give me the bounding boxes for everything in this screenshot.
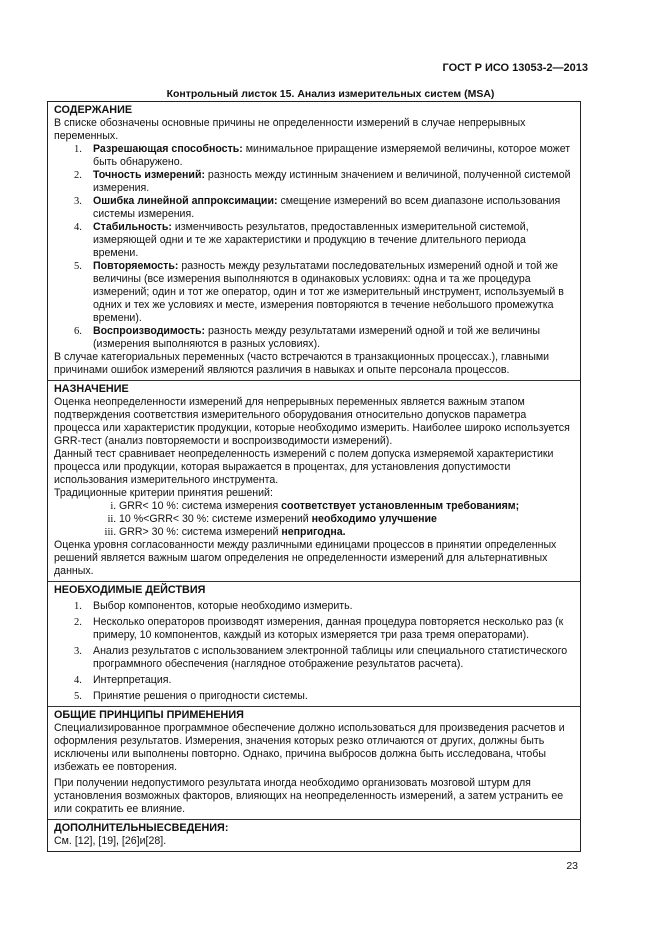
item-number: 6. [74,326,82,337]
paragraph: Данный тест сравнивает неопределенность измерений с полем допуска измеряемой характеристики процесса или продукции, которая выражается в процентах, для установления допустимости использования измерительного инструмента. [54,448,554,486]
item-text: Принятие решения о пригодности системы. [93,690,308,702]
list-item [54,325,574,351]
list-item [54,195,574,221]
item-number: 3. [74,646,82,657]
item-text: смещение измерений во всем диапазоне использования системы измерения. [93,195,561,220]
item-number: 5. [74,691,82,702]
item-text: Интерпретация. [93,674,172,686]
list-item [54,143,574,169]
criteria-number: ii. [107,514,116,525]
item-number: 3. [74,196,82,207]
item-number: 4. [74,222,82,233]
paragraph: При получении недопустимого результата иногда необходимо организовать мозговой штурм для установления возможных факторов, влияющих на неопределенность измерений, а затем устранить ее или сократить ее влияние. [54,777,564,815]
criteria-item [54,500,574,513]
criteria-text: GRR< 10 %: система измерения [119,500,282,512]
section-additional [48,820,580,851]
checklist-title: Контрольный листок 15. Анализ измерительных систем (MSA) [166,88,495,100]
criteria-item [54,513,574,526]
paragraph: Оценка неопределенности измерений для непрерывных переменных является важным этапом подтверждения соответствия измерительного оборудования относительно допусков параметра процесса или характеристик продукции, которые необходимо измерить. Наиболее широко используется GRR-тест (анализ повторяемости и воспроизводимости измерений). [54,396,570,447]
list-item [54,616,574,642]
list-item [54,600,574,613]
paragraph: Традиционные критерии принятия решений: [54,487,273,499]
paragraph: Специализированное программное обеспечение должно использоваться для произведения расчетов и оформления результатов. Измерения, значения которых резко отличаются от других, должны быть исключены или выполнены повторно. Однако, причина выбросов должна быть исследована, чтобы избежать ее повторения. [54,722,565,773]
content-list [54,143,574,351]
list-item [54,221,574,260]
checklist-table [47,101,581,852]
list-item [54,169,574,195]
item-text: разность между истинным значением и величиной, полученной системой измерения. [93,169,571,194]
item-number: 5. [74,261,82,272]
item-term: Точность измерений: [93,169,205,181]
item-term: Разрешающая способность: [93,143,243,155]
criteria-verdict: соответствует установленным требованиям; [281,500,520,512]
list-item [54,674,574,687]
item-text: разность между результатами измерений одной и той же величины (измерения выполняются в разных условиях). [93,325,540,350]
item-text: изменчивость результатов, предоставленных измерительной системой, измеряющей одни и те же характеристики и продукцию в течение длительного периода времени. [93,221,529,259]
section-purpose [48,381,580,582]
section-title: ДОПОЛНИТЕЛЬНЫЕСВЕДЕНИЯ: [54,822,229,834]
criteria-item [54,526,574,539]
intro-paragraph: В списке обозначены основные причины не определенности измерений в случае непрерывных переменных. [54,117,526,142]
outro-paragraph: В случае категориальных переменных (часто встречаются в транзакционных процессах.), главными причинами ошибок измерений являются различия в навыках и опыте персонала процессов. [54,351,550,376]
criteria-verdict: необходимо улучшение [311,513,437,525]
item-number: 1. [74,144,82,155]
item-term: Повторяемость: [93,260,179,272]
item-text: Выбор компонентов, которые необходимо измерить. [93,600,353,612]
section-actions [48,582,580,707]
paragraph: Оценка уровня согласованности между различными единицами процессов в принятии определенных решений является важным шагом определения не определенности измерений для альтернативных данных. [54,539,557,577]
criteria-number: i. [110,501,116,512]
criteria-number: iii. [104,527,116,538]
list-item [54,690,574,703]
page-number: 23 [566,860,578,872]
item-number: 4. [74,675,82,686]
references: См. [12], [19], [26]и[28]. [54,835,167,847]
item-term: Ошибка линейной аппроксимации: [93,195,278,207]
list-item [54,645,574,671]
section-title: ОБЩИЕ ПРИНЦИПЫ ПРИМЕНЕНИЯ [54,709,244,721]
list-item [54,260,574,325]
item-text: Анализ результатов с использованием электронной таблицы или специального статистического программного обеспечения (наглядное отображение результатов расчета). [93,645,568,670]
section-content [48,102,580,381]
section-principles [48,707,580,820]
item-number: 2. [74,617,82,628]
item-term: Воспроизводимость: [93,325,206,337]
item-number: 2. [74,170,82,181]
document-code: ГОСТ Р ИСО 13053-2—2013 [442,62,588,74]
criteria-text: GRR> 30 %: система измерений [119,526,282,538]
section-title: НЕОБХОДИМЫЕ ДЕЙСТВИЯ [54,584,206,596]
item-term: Стабильность: [93,221,172,233]
item-text: минимальное приращение измеряемой величины, которое может быть обнаружено. [93,143,571,168]
section-title: НАЗНАЧЕНИЕ [54,383,129,395]
criteria-verdict: непригодна. [281,526,346,538]
item-text: разность между результатами последовательных измерений одной и той же величины (все измерения выполняются в одинаковых условиях: одна и та же процедура измерений; один и тот же оператор, один и тот же измерительный инструмент, используемый в одних и тех же условиях и месте, измерения повторяются в течение небольшого промежутка времени). [93,260,564,324]
item-text: Несколько операторов производят измерения, данная процедура повторяется несколько раз (к примеру, 10 компонентов, каждый из которых измеряется три раза тремя операторами). [93,616,564,641]
section-title: СОДЕРЖАНИЕ [54,104,133,116]
criteria-text: 10 %<GRR< 30 %: системе измерений [119,513,312,525]
item-number: 1. [74,601,82,612]
